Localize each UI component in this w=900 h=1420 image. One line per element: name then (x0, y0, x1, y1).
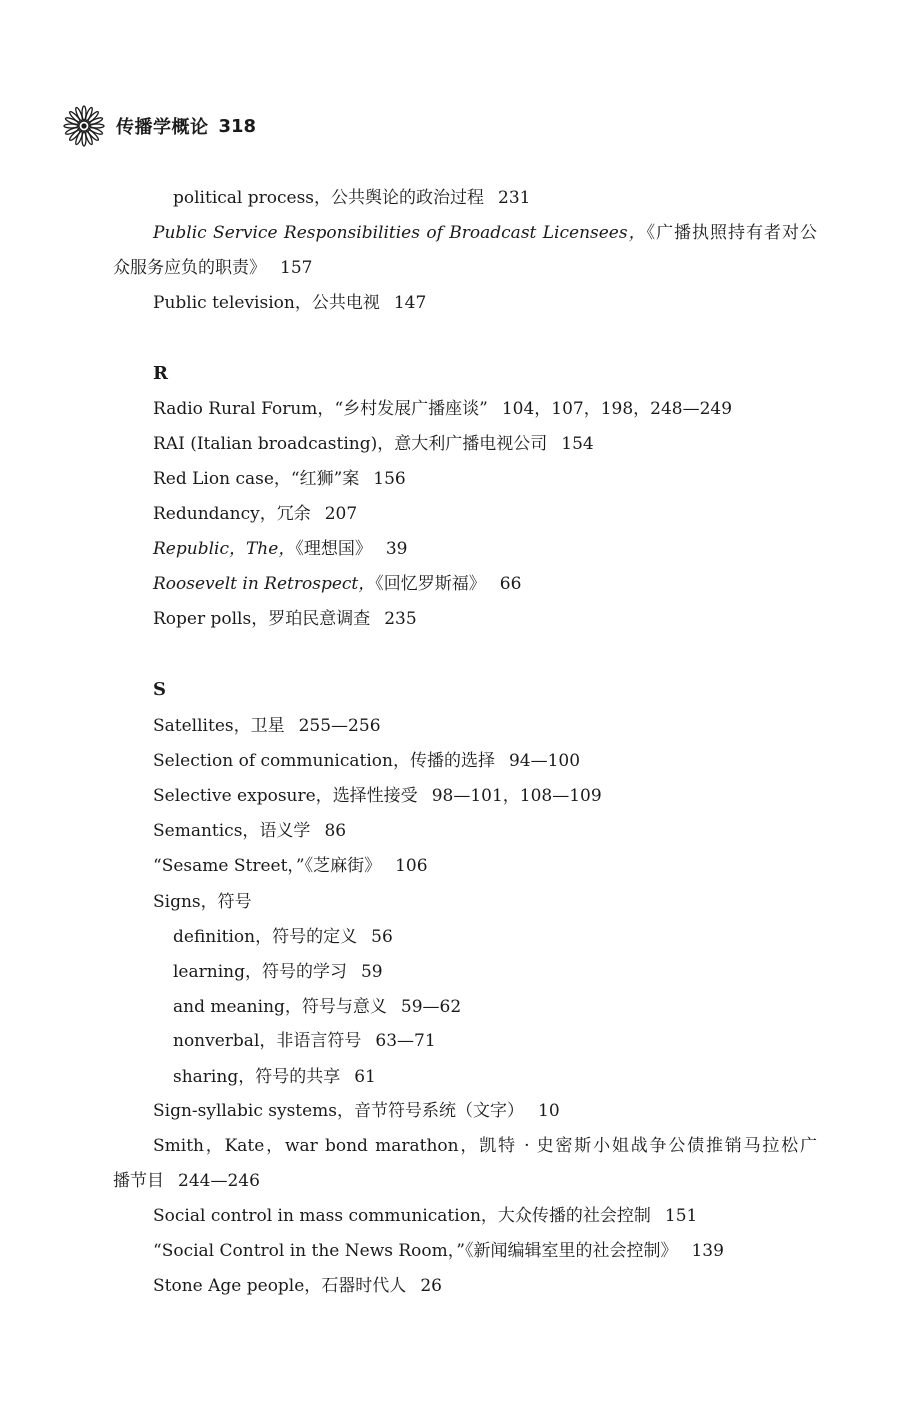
entry-term: Semantics， (153, 821, 260, 841)
entry-translation: 符号的共享 (255, 1067, 341, 1087)
entry-pages: 139 (691, 1241, 724, 1261)
entry-translation: 《理想国》 (295, 539, 372, 559)
entry-pages: 63—71 (375, 1031, 436, 1051)
entry-translation: 《广播执照持有者对公 (646, 223, 817, 243)
index-entry (153, 785, 602, 807)
index-entry (153, 433, 594, 455)
entry-term: learning， (173, 962, 262, 982)
entry-term: Public Service Responsibilities of Broadcast Licensees， (153, 223, 647, 243)
entry-pages: 106 (395, 856, 428, 876)
page-number: 318 (218, 115, 257, 137)
index-entry (153, 715, 381, 737)
entry-translation: 冗余 (276, 504, 311, 524)
entry-pages: 154 (561, 434, 594, 454)
entry-translation: 非语言符号 (276, 1031, 362, 1051)
entry-term: Selection of communication， (153, 751, 410, 771)
entry-term: Public television， (153, 293, 312, 313)
index-entry (153, 1135, 817, 1157)
entry-translation: 罗珀民意调查 (268, 609, 371, 629)
entry-pages: 59 (360, 962, 383, 982)
entry-translation: 卫星 (250, 716, 285, 736)
index-entry (153, 820, 346, 842)
entry-translation: 石器时代人 (321, 1276, 407, 1296)
entry-pages: 61 (354, 1067, 376, 1087)
index-entry (153, 292, 426, 314)
entry-term: Red Lion case， (153, 469, 291, 489)
index-subentry (173, 926, 393, 948)
entry-term: Satellites， (153, 716, 251, 736)
entry-translation: 意大利广播电视公司 (394, 434, 548, 454)
index-subentry (173, 1066, 376, 1088)
entry-term: Roper polls， (153, 609, 269, 629)
entry-term: Redundancy， (153, 504, 277, 524)
entry-term: and meaning， (173, 997, 302, 1017)
entry-pages: 207 (324, 504, 358, 524)
entry-term: RAI (Italian broadcasting)， (153, 434, 395, 454)
entry-pages: 10 (538, 1101, 560, 1121)
entry-pages: 244—246 (178, 1171, 260, 1191)
entry-translation: 传播的选择 (409, 751, 495, 771)
entry-translation: 众服务应负的职责》 (113, 258, 266, 278)
entry-translation: 公共舆论的政治过程 (331, 188, 485, 208)
entry-translation: 符号 (217, 892, 252, 912)
entry-pages: 147 (393, 293, 427, 313)
index-entry (153, 398, 732, 420)
entry-term: Signs， (153, 892, 218, 912)
entry-term: “Sesame Street，” (153, 856, 305, 876)
entry-pages: 86 (324, 821, 347, 841)
index-entry (153, 1100, 560, 1122)
index-entry (153, 750, 580, 772)
index-entry-continuation (113, 257, 312, 279)
book-title: 传播学概论 (116, 117, 209, 138)
entry-term: Roosevelt in Retrospect， (153, 574, 376, 594)
entry-pages: 235 (384, 609, 417, 629)
index-entry (153, 538, 407, 560)
entry-pages: 104，107，198，248—249 (501, 399, 733, 419)
entry-term: definition， (173, 927, 273, 947)
section-letter-r: R (153, 363, 168, 384)
entry-translation: “红狮”案 (290, 469, 360, 489)
index-entry (173, 187, 530, 209)
entry-pages: 157 (280, 258, 313, 278)
entry-term: sharing， (173, 1067, 256, 1087)
index-subentry (173, 961, 383, 983)
entry-term: “Social Control in the News Room，” (153, 1241, 465, 1261)
entry-term: Sign-syllabic systems， (153, 1101, 355, 1121)
index-subentry (173, 996, 461, 1018)
entry-translation: 大众传播的社会控制 (497, 1206, 651, 1226)
index-subentry (173, 1030, 436, 1052)
index-entry (153, 503, 357, 525)
index-entry-continuation (113, 1170, 260, 1192)
entry-pages: 94—100 (508, 751, 581, 771)
entry-pages: 231 (498, 188, 531, 208)
entry-term: Social control in mass communication， (153, 1206, 498, 1226)
entry-pages: 255—256 (298, 716, 381, 736)
entry-pages: 39 (385, 539, 408, 559)
entry-translation: 音节符号系统（文字） (354, 1101, 525, 1121)
index-entry (153, 608, 417, 630)
entry-term: Stone Age people， (153, 1276, 322, 1296)
entry-term: nonverbal， (173, 1031, 277, 1051)
index-entry (153, 222, 817, 244)
entry-pages: 151 (664, 1206, 698, 1226)
entry-translation: 语义学 (259, 821, 311, 841)
index-entry (153, 855, 428, 877)
entry-term: Republic，The， (153, 539, 296, 559)
index-entry (153, 1240, 724, 1262)
entry-term: Radio Rural Forum， (153, 399, 335, 419)
running-header (62, 104, 256, 148)
entry-translation: 公共电视 (311, 293, 380, 313)
index-entry (153, 468, 406, 490)
entry-translation: 符号的定义 (272, 927, 358, 947)
entry-translation: 《芝麻街》 (304, 856, 382, 876)
entry-pages: 26 (420, 1276, 442, 1296)
entry-pages: 66 (499, 574, 522, 594)
entry-pages: 156 (373, 469, 406, 489)
entry-term: political process， (173, 188, 332, 208)
entry-pages: 56 (371, 927, 393, 947)
index-entry (153, 1205, 697, 1227)
section-letter-s: S (153, 679, 166, 700)
index-entry (153, 1275, 442, 1297)
entry-translation: 符号与意义 (301, 997, 387, 1017)
flower-emblem-icon (62, 104, 106, 148)
entry-translation: 播节目 (113, 1171, 164, 1191)
entry-translation: 《回忆罗斯福》 (375, 574, 486, 594)
entry-term: Selective exposure， (153, 786, 333, 806)
entry-pages: 98—101，108—109 (431, 786, 602, 806)
index-entry (153, 891, 252, 913)
entry-translation: 《新闻编辑室里的社会控制》 (464, 1241, 678, 1261)
index-entry (153, 573, 521, 595)
entry-translation: “乡村发展广播座谈” (334, 399, 488, 419)
entry-translation: 凯特 · 史密斯小姐战争公债推销马拉松广 (479, 1136, 817, 1156)
entry-translation: 选择性接受 (332, 786, 418, 806)
entry-term: Smith，Kate，war bond marathon， (153, 1136, 480, 1156)
entry-pages: 59—62 (400, 997, 462, 1017)
entry-translation: 符号的学习 (261, 962, 347, 982)
